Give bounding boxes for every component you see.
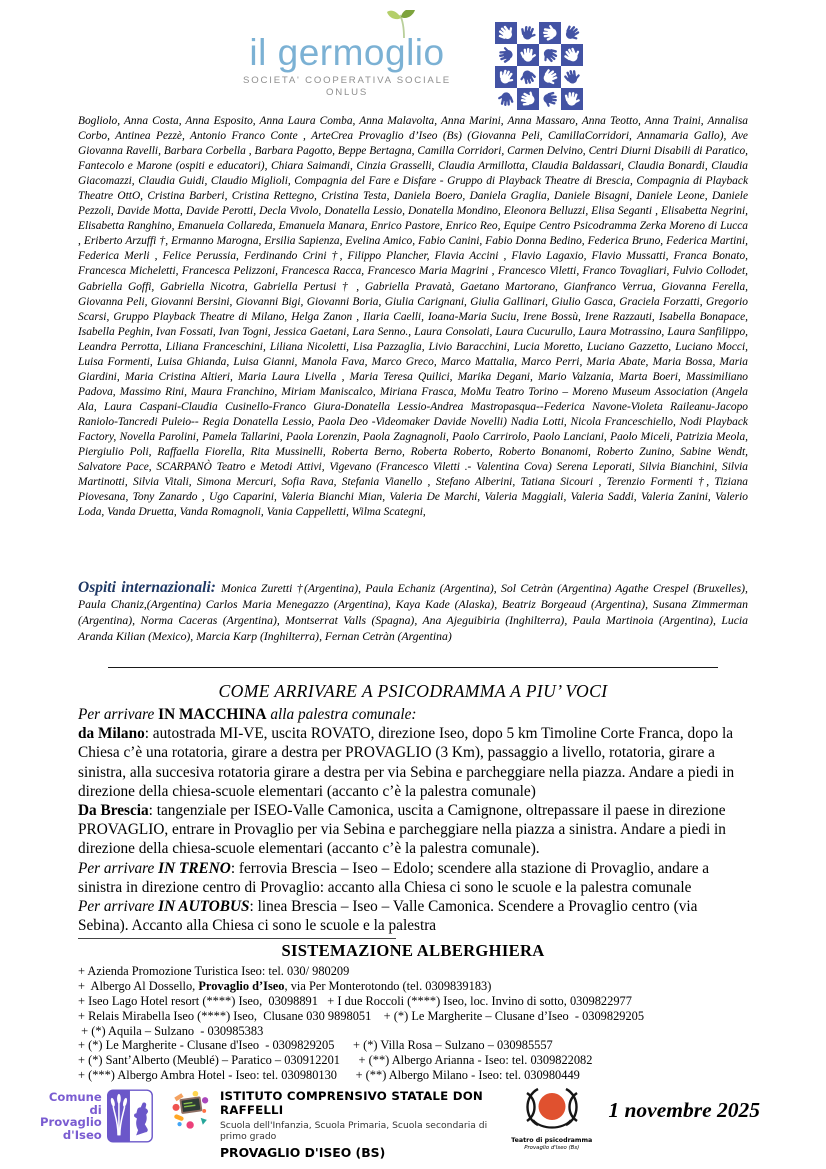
brand-tagline-onlus: ONLUS [325, 87, 369, 98]
comune-label: Comune di Provaglio d'Iseo [40, 1090, 102, 1142]
germoglio-logo [243, 22, 451, 98]
horizontal-rule-short [78, 938, 396, 939]
event-date: 1 novembre 2025 [608, 1098, 760, 1122]
brand-name: il germoglio [249, 32, 445, 73]
school-block [169, 1086, 511, 1160]
directions-from-brescia: Da Brescia: tangenziale per ISEO-Valle Camonica, uscita a Camignone, oltrepassare il paese in direzione PROVAGLIO, entrare in Provaglio per via Sebina e parcheggiare nella piazza a sinistra. Andare a piedi in direzione della chiesa-scuole elementari (accanto c’è la palestra comunale). [78, 802, 726, 858]
participants-list: Bogliolo, Anna Costa, Anna Esposito, Anna Laura Comba, Anna Malavolta, Anna Marini, Anna Massaro, Anna Teotto, Anna Traini, Annalisa Corbo, Antinea Pezzè, Antonio Franco Conte , ArteCrea Provaglio d’Iseo (Bs) (Giovanna Peli, CamillaCorridori, Annamaria Gallo), Ave Giovanna Ravelli, Barbara Corbella , Barbara Pagotto, Beppe Bertagna, Camilla Corridori, Carmen Delvino, Centri Diurni Disabili di Paratico, Fantecolo e Marone (ospiti e educatori), Chiara Saimandi, Cinzia Grasselli, Claudia Armillotta, Claudia Baldassari, Claudia Bonardi, Claudia Giacomazzi, Claudia Guidi, Claudio Miglioli, Compagnia del Fare e Disfare - Gruppo di Playback Theatre di Brescia, Compagnia di Playback Theatre OttO, Cristina Barberi, Cristina Rettegno, Cristina Testa, Daniela Boero, Daniela Graglia, Daniele Bisagni, Daniele Leone, Daniele Pezzoli, Davide Motta, Davide Perotti, Decla Vivolo, Donatella Lessio, Donatella Mondino, Eleonora Belluzzi, Elisa Seganti , Elisabetta Negrini, Elisabetta Ranghino, Emanuela Collareda, Emanuela Manara, Enrico Pastore, Enrico Reo, Equipe Centro Psicodramma Zerka Moreno di Lucca , Eriberto Arzuffi †, Ermanno Marogna, Ersilia Sapienza, Evelina Amico, Fabio Canini, Fabio Donna Bedino, Federica Bruno, Federica Martini, Federica Merli , Felice Perussia, Ferdinando Crini †, Filippo Plancher, Flavia Accini , Flavio Lagaxio, Flavio Mussatti, Franca Bonato, Francesca Micheletti, Francesca Pelizzoni, Francesca Racca, Francesco Maria Magrini , Francesco Viletti, Franco Tovagliari, Fulvio Collodet, Gabriella Goffi, Gabriella Nicotra, Gabriella Pertusi † , Gabriella Pravatà, Gaetano Martorano, Gianfranco Verrua, Giovanna Ferella, Giovanna Peli, Giovanni Bersini, Giovanni Bigi, Giovanni Boria, Giulia Carignani, Giulia Gallinari, Giulio Gasca, Graciela Forzatti, Gregorio Scarsi, Gruppo Playback Theatre di Milano, Helga Zanon , Ilaria Caelli, Ioana-Maria Suciu, Irene Bossù, Irene Razzauti, Isabella Bonapace, Isabella Peghin, Ivan Fossati, Ivan Togni, Jessica Gaetani, Lara Senno., Laura Consolati, Laura Cucurullo, Laura Motrassino, Laura Sanfilippo, Leandra Perrotta, Liliana Franceschini, Liliana Nicoletti, Lisa Pazzaglia, Livio Baracchini, Lucia Moretto, Luciano Gazzetto, Luciano Mocci, Luisa Formenti, Luisa Ghianda, Luisa Gianni, Manola Fava, Marco Greco, Marco Mattalia, Marco Perri, Maria Abate, Maria Bossa, Maria Giardini, Maria Cristina Altieri, Maria Laura Livella , Maria Teresa Quilici, Marika Degani, Mario Valzania, Marta Boeri, Massimiliano Padova, Massimo Rini, Maura Franchino, Miriam Maniscalco, Miriana Frasca, MoMu Teatro Torino – Moreno Museum Association (Angela Ala, Laura Caspani-Claudia Cusinello-Franco Giura-Donatella Lessio-Andrea Mastropasqua--Federica Navone-Violeta Raileanu-Jacopo Raniolo-Tancredi Puleio-- Regia Donatella Lessio, Paola Deo -Videomaker Davide Novelli) Nadia Lotti, Nicola Franceschiello, Nodi Playback Factory, Novella Parolini, Pamela Tallarini, Paola Lorenzin, Paola Zagnagnoli, Paolo Carrirolo, Paolo Lanciani, Paolo Miceli, Patrizia Meola, Piergiulio Poli, Raffaella Fiorella, Rita Mussinelli, Roberta Berno, Roberta Roberto, Roberto Bonanomi, Roberto Zunino, Sabine Wendt, Salvatore Pace, SCARPANÒ Teatro e Metodi Attivi, Vigevano (Francesco Viletti .- Valentina Cova) Serena Leporati, Silvia Bianchini, Silvia Martinotti, Silvia Vitali, Simona Mercuri, Sofia Rava, Stefania Vianello , Stefano Alberini, Tatiana Sicouri , Terenzio Formenti †, Tiziana Piovesana, Tony Zanardo , Ugo Caparini, Valeria Bianchi Mian, Valeria De Marchi, Valeria Maggiali, Valeria Saddi, Valeria Zanini, Valerio Loda, Vanda Druetta, Vanda Romagnoli, Vania Cappelletti, Wilma Scategni, [78, 115, 748, 519]
directions-from-milan: da Milano: autostrada MI-VE, uscita ROVATO, direzione Iseo, dopo 5 km Timoline Corte Franca, dopo la Chiesa c’è una rotatoria, girare a destra per PROVAGLIO (3 Km), passaggio a livello, rotatoria, girare a sinistra, alla succesiva rotatoria girare a destra per via Sebina e parcheggiare nella piazza. Andare a piedi in direzione della chiesa-scuole elementari (accanto c’è la palestra comunale) [78, 725, 735, 800]
horizontal-rule [108, 667, 718, 668]
hotel-line: + (***) Albergo Ambra Hotel - Iseo: tel. 030980130 + (**) Albergo Milano - Iseo: tel. 030980449 [78, 1068, 580, 1083]
hotel-line: + Albergo Al Dossello, Provaglio d’Iseo, via Per Monterotondo (tel. 0309839183) [78, 979, 492, 994]
school-subtitle: Scuola dell'Infanzia, Scuola Primaria, Scuola secondaria di primo grado [219, 1120, 488, 1142]
teatro-psicodramma-logo-icon [522, 1086, 582, 1134]
teatro-sublabel: Provaglio d'Iseo (Bs) [524, 1145, 580, 1151]
hotel-line: + Iseo Lago Hotel resort (****) Iseo, 03098891 + I due Roccoli (****) Iseo, loc. Invino di sotto, 0309822977 [78, 994, 632, 1009]
hotel-line: + (*) Le Margherite - Clusane d'Iseo - 0309829205 + (*) Villa Rosa – Sulzano – 030985557 [78, 1038, 553, 1053]
international-guests-text: Monica Zuretti †(Argentina), Paula Echaniz (Argentina), Sol Cetràn (Argentina) Agathe Crespel (Bruxelles), Paula Chaniz,(Argentina) Carlos Maria Menegazzo (Argentina), Kaya Kade (Alaska), Beatriz Borgeaud (Argentina), Susana Zimmerman (Argentina), Norma Caceras (Argentina), Montserrat Valls (Spagna), Ana Ajeguibiria (Inghilterra), Paula Martinoia (Argentina), Lucia Aranda Kilian (Mexico), Marcia Karp (Inghilterra), Fernan Cetràn (Argentina) [78, 582, 748, 644]
directions-by-bus: Per arrivare IN AUTOBUS: linea Brescia – Iseo – Valle Camonica. Scendere a Provaglio centro (via Sebina). Accanto alla Chiesa ci sono le scuole e la palestra [78, 898, 698, 935]
hotel-line: + Azienda Promozione Turistica Iseo: tel. 030/ 980209 [78, 964, 350, 979]
hotels-title: SISTEMAZIONE ALBERGHIERA [281, 941, 545, 961]
sprout-leaf-icon [387, 10, 421, 38]
teatro-label: Teatro di psicodramma [511, 1137, 593, 1144]
school-logo-icon [169, 1086, 211, 1134]
header [0, 22, 826, 110]
footer [40, 1086, 798, 1160]
brand-tagline: SOCIETA' COOPERATIVA SOCIALE [243, 75, 451, 86]
international-guests-label: Ospiti internazionali: [78, 579, 216, 596]
lower-content [78, 681, 748, 1083]
hotel-line: + Relais Mirabella Iseo (****) Iseo, Clusane 030 9898051 + (*) Le Margherite – Clusane d’Iseo - 0309829205 [78, 1008, 645, 1023]
school-text [220, 1086, 511, 1160]
hands-checkerboard-logo-icon [495, 22, 583, 110]
directions-car-line: Per arrivare IN MACCHINA alla palestra comunale: [78, 706, 417, 723]
hotel-line: + (*) Aquila – Sulzano - 030985383 [78, 1023, 264, 1038]
directions-by-train: Per arrivare IN TRENO: ferrovia Brescia – Iseo – Edolo; scendere alla stazione di Provaglio, andare a sinistra in direzione centro di Provaglio: accanto alla Chiesa ci sono le scuole e la palestra comunale [78, 859, 710, 896]
school-city: PROVAGLIO D'ISEO (BS) [219, 1145, 386, 1160]
international-guests [78, 580, 748, 645]
directions-title: COME ARRIVARE A PSICODRAMMA A PIU’ VOCI [218, 681, 608, 701]
school-name: ISTITUTO COMPRENSIVO STATALE DON RAFFELLI [219, 1089, 483, 1117]
hotel-line: + (*) Sant’Alberto (Meublé) – Paratico – 030912201 + (**) Albergo Arianna - Iseo: tel. 0309822082 [78, 1053, 593, 1068]
comune-coat-of-arms-icon [107, 1086, 153, 1146]
teatro-block [511, 1086, 592, 1151]
